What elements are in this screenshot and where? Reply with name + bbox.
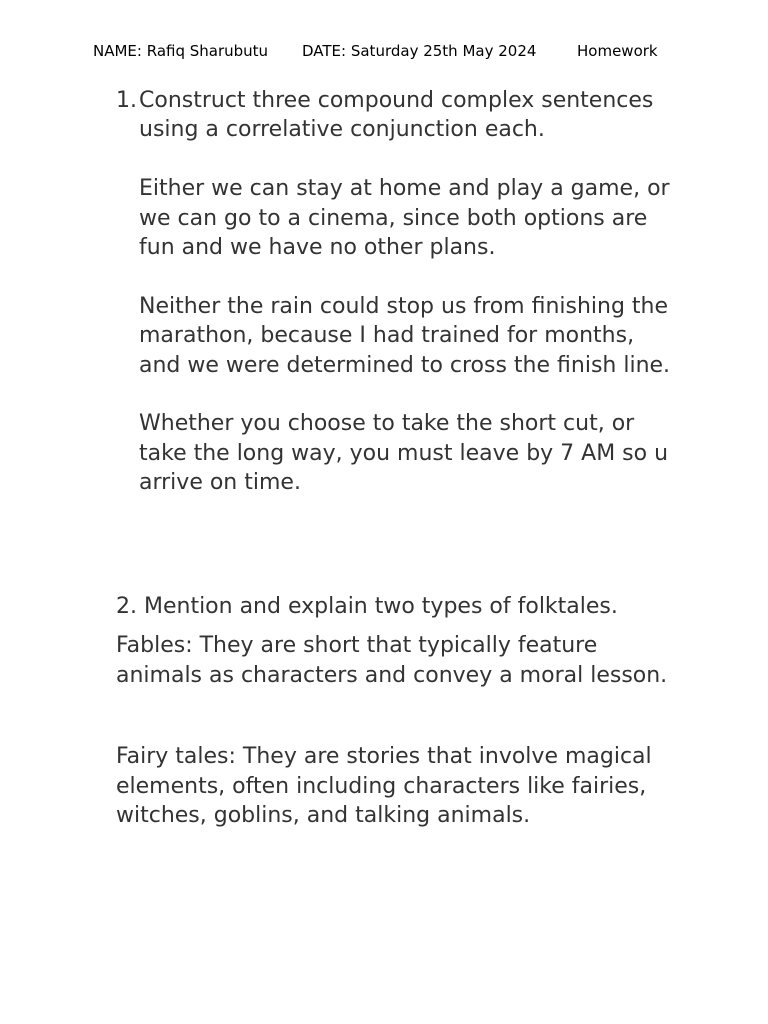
answer-2: Neither the rain could stop us from finishing the marathon, because I had trained for months, and we were determined to cross the finish line. xyxy=(139,293,671,378)
assignment-date: DATE: Saturday 25th May 2024 xyxy=(302,42,537,60)
question-2 xyxy=(116,592,676,830)
question-1 xyxy=(116,86,676,498)
fables-answer: Fables: They are short that typically feature animals as characters and convey a moral lesson. xyxy=(116,633,668,688)
question-1-prompt: Construct three compound complex sentences using a correlative conjunction each. xyxy=(139,88,654,143)
question-1-body xyxy=(139,86,679,498)
fairy-tales-answer: Fairy tales: They are stories that involve magical elements, often including characters like fairies, witches, goblins, and talking animals. xyxy=(116,744,652,829)
student-name: NAME: Rafiq Sharubutu xyxy=(93,42,269,60)
question-2-prompt: 2. Mention and explain two types of folktales. xyxy=(116,594,618,619)
document-header xyxy=(93,42,658,60)
question-1-number: 1. xyxy=(116,88,137,113)
answer-1: Either we can stay at home and play a game, or we can go to a cinema, since both options are fun and we have no other plans. xyxy=(139,176,670,261)
assignment-type: Homework xyxy=(577,42,658,60)
answer-3: Whether you choose to take the short cut, or take the long way, you must leave by 7 AM so u arrive on time. xyxy=(139,411,669,496)
